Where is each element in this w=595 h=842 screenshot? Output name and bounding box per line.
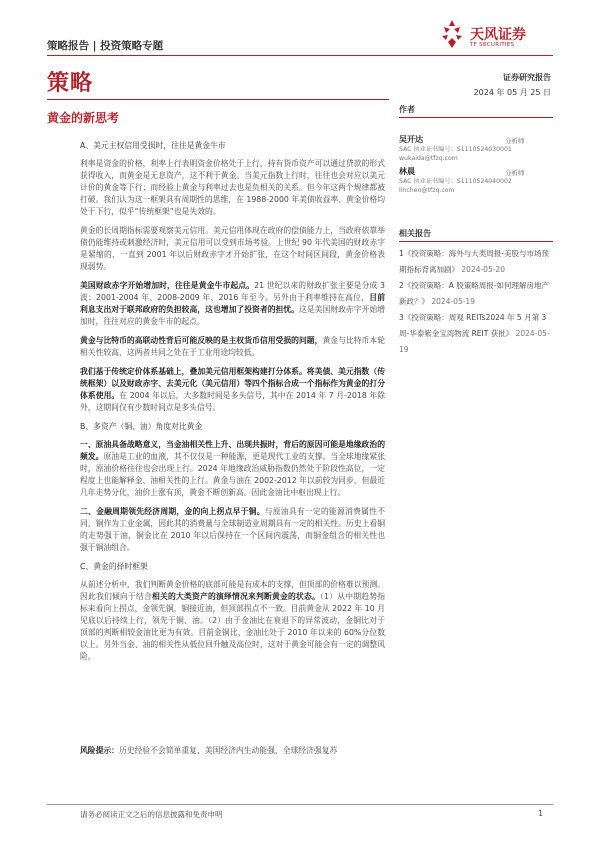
tf-logo-icon bbox=[436, 18, 468, 50]
footer-disclaimer: 请务必阅读正文之后的信息披露和免责申明 bbox=[80, 810, 223, 819]
author-role: 分析师 bbox=[505, 137, 525, 145]
author-role: 分析师 bbox=[505, 169, 525, 177]
authors-panel bbox=[399, 104, 553, 195]
risk-label: 风险提示： bbox=[80, 746, 119, 755]
related-report-title[interactable]: 3《投资策略：周观 REITs2024 年 5 月第 3 周-华泰紫金宝湾物流 REIT 获批》 bbox=[399, 313, 547, 338]
header-divider bbox=[47, 55, 553, 56]
section-heading-c: C、黄金的择时框架 bbox=[80, 562, 148, 571]
author-card bbox=[399, 166, 553, 195]
related-report-date: 2024-05-20 bbox=[461, 265, 505, 274]
paragraph-3 bbox=[80, 280, 385, 328]
paragraph-2: 黄金的长周期指标需要观察美元信用。美元信用体现在政府的偿债能力上，当政府依靠举债仍能维持或刺激经济时，美元信用可以受到市场考验。上世纪 90 年代美国的财政赤字是紧缩的，一直到 2001 年以后财政赤字才开始扩张，在这个时间区间段，黄金价格表现弱势。 bbox=[80, 226, 385, 271]
page-number: 1 bbox=[538, 809, 543, 818]
main-content bbox=[80, 140, 385, 670]
risk-text: 历史经验不会简单重复，美国经济内生动能强，全球经济强复苏 bbox=[118, 746, 338, 755]
author-email[interactable]: linchen@tfzq.com bbox=[399, 187, 455, 194]
report-category: 策略报告 | 投资策略专题 bbox=[47, 40, 164, 52]
report-date: 2024 年 05 月 25 日 bbox=[473, 88, 551, 97]
body-text: 从前述分析中，我们判断黄金价格的底部可能是有成本的支撑，但顶部的价格难以预测。因此我们倾向于结合 bbox=[80, 580, 385, 601]
report-subtitle: 黄金的新思考 bbox=[47, 111, 120, 125]
footer-divider bbox=[47, 804, 553, 805]
paragraph-4 bbox=[80, 335, 385, 359]
paragraph-6 bbox=[80, 439, 385, 499]
related-report-title[interactable]: 2《投资策略：A 股策略周报-如何理解房地产新政？》 bbox=[399, 281, 549, 306]
report-type: 证券研究报告 bbox=[503, 73, 551, 82]
section-heading-b: B、多资产（铜、油）角度对比黄金 bbox=[80, 422, 203, 431]
title-divider bbox=[47, 99, 389, 100]
bold-text: 我们基于传统定价体系基础上，叠加美元信用框架构建打分体系。将美债、美元指数（传统框架）以及财政赤字、去美元化（美元信用）等四个指标合成一个指标作为黄金的打分体系使用。 bbox=[80, 367, 385, 400]
body-text: 这是美国财政赤字开始增加时，往往对应的黄金牛市的起点。 bbox=[80, 305, 386, 326]
related-report-item[interactable] bbox=[399, 246, 553, 278]
bold-text: 美国财政赤字开始增加时，往往是黄金牛市起点。 bbox=[80, 281, 255, 290]
author-cert: SAC 执业证书编号：S1110524040002 bbox=[399, 178, 512, 185]
related-report-date: 2024-05-19 bbox=[399, 329, 550, 354]
author-email[interactable]: wukaida@tfzq.com bbox=[399, 155, 458, 162]
bold-text: 黄金与比特币的高联动性背后可能反映的是主权货币信用受损的问题， bbox=[80, 336, 323, 345]
related-report-item[interactable] bbox=[399, 278, 553, 310]
author-cert: SAC 执业证书编号：S1110524030001 bbox=[399, 146, 512, 153]
author-card bbox=[399, 134, 553, 163]
risk-warning bbox=[80, 745, 385, 757]
bold-text: 二、金融周期领先经济周期，金的向上拐点早于铜。 bbox=[80, 507, 265, 516]
page-title: 策略 bbox=[47, 71, 94, 96]
related-reports-panel bbox=[399, 228, 553, 358]
logo-subtext: TF SECURITIES bbox=[470, 42, 515, 48]
paragraph-5 bbox=[80, 366, 385, 414]
author-name: 吴开达 bbox=[399, 135, 423, 144]
paragraph-8 bbox=[80, 579, 385, 663]
body-text: 黄金与比特币本轮相关性较高，这两者共同之处在于工业用途均较低。 bbox=[80, 336, 385, 357]
body-text: （1）从中期趋势指标来看向上拐点，金领先铜，铜接近油，但顶部拐点不一致。目前黄金从 2022 年 10 月见底以后持续上行，领先于铜、油。（2）由于金油比在衰退下的异常波动，金铜比对于顶部的判断相较金油比更为有效。目前金铜比、金油比处于 2010 年以来的 60%分位数以上。另外当金、油的相关性从低位回升触及高位时，这对于黄金可能会有一定的调整风险。 bbox=[80, 592, 385, 661]
logo-text: 天风证券 bbox=[470, 27, 526, 43]
body-text: 与原油具有一定的能源消费属性不同，铜作为工业金属，因此其的消费量与全球制造业周期具有一定的相关性。历史上看铜的走势强于油，铜金比在 2010 年以后保持在一个区间内震荡，而铜金组合的相关性也强于铜油组合。 bbox=[80, 507, 386, 552]
related-heading: 相关报告 bbox=[399, 228, 553, 242]
related-report-item[interactable] bbox=[399, 310, 553, 358]
paragraph-7 bbox=[80, 506, 385, 554]
bold-text: 一、原油具备战略意义，当金油相关性上升、出现共振时，背后的原因可能是地缘政治的频发。 bbox=[80, 440, 385, 461]
author-name: 林晨 bbox=[399, 167, 415, 176]
bold-text: 目前利息支出对于联邦政府的负担较高，这也增加了投资者的担忧。 bbox=[80, 293, 385, 314]
bold-text: 相关的大类资产的演绎情况来判断黄金的状态。 bbox=[151, 592, 320, 601]
section-heading-a: A、美元主权信用受损时，往往是黄金牛市 bbox=[80, 141, 226, 150]
paragraph-1: 利率是资金的价格，利率上行表明资金价格处于上行，持有货币资产可以通过贷款的形式获得收入，而黄金是无息资产，这不利于黄金。当美元指数上行时，往往也会对应以美元计价的黄金等下行；而经验上黄金与利率过去也是负相关的关系。但今年这两个规律都被打破。我们认为这一框架具有周期性的思维，在 1988-2000 年美债收益率、黄金价格均处于下行，似乎“传统框架”也是失效的。 bbox=[80, 159, 385, 216]
body-text: 在 2004 年以后，大多数时间是多头信号，其中在 2014 年 7 月-2018 年除外，这期间仅有少数时间点是多头信号。 bbox=[80, 391, 386, 412]
body-text: 原油是工业的血液，其不仅仅是一种能源，更是现代工业的支撑。当全球地缘紧张时，原油价格往往也会出现上行。2024 年地缘政治威胁指数仍然处于阶段性高位，一定程度上也能解释金、油相关性的上行。黄金与油在 2002-2012 年以前较为同步，但最近几年走势分化，油价上涨有顶，黄金不断创新高。因此金油比中枢出现上行。 bbox=[80, 452, 386, 497]
body-text: 21 世纪以来的财政扩张主要是分成 3 波：2001-2004 年、2008-2009 年、2016 年至今。另外由于利率维持在高位， bbox=[80, 281, 386, 302]
related-report-date: 2024-05-19 bbox=[431, 297, 475, 306]
authors-heading: 作者 bbox=[399, 104, 553, 118]
related-report-title[interactable]: 1《投资策略：海外与大类周报-美股与市场预期指标背离加剧》 bbox=[399, 249, 549, 274]
